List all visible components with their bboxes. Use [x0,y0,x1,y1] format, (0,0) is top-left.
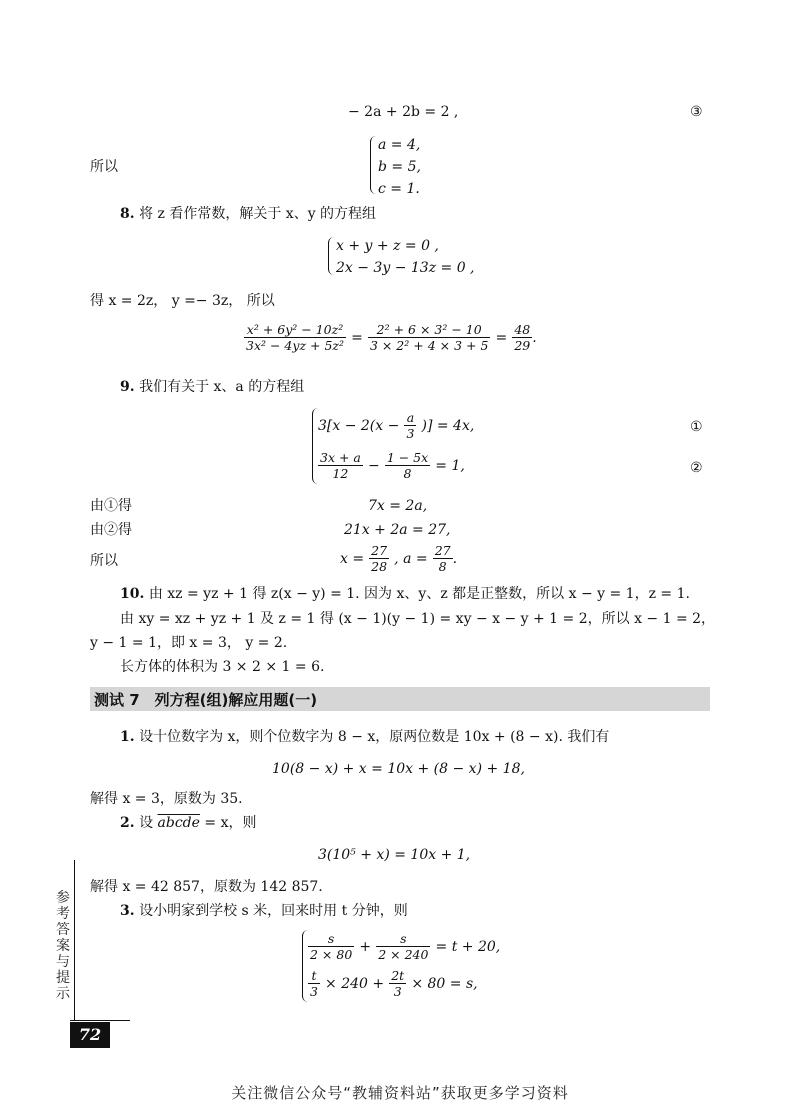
section-title: 测试 7 列方程(组)解应用题(一) [94,691,318,709]
section-header [90,687,710,711]
page-rule [70,1020,130,1021]
equation-marker: ② [690,460,703,476]
fraction: $\frac{a}{3}$ [406,410,415,441]
problem-8 [120,205,376,223]
fraction: $\frac{t}{3}$ [310,968,318,999]
problem-10 [120,585,690,603]
question-number: 1. [120,729,135,745]
solution-a: a = 4, [378,137,421,153]
fraction: $\frac{s}{2 \times 240}$ [378,931,429,962]
digits-overline: abcde [157,815,200,831]
problem-number: 8. [120,206,135,222]
system-eq-1: 3[x − 2(x − $\frac{a}{3}$ )] = 4x, [318,410,475,441]
system-eq-2: $\frac{t}{3}$ × 240 + $\frac{2t}{3}$ × 80 = s, [310,968,478,999]
problem-10-line-3: y − 1 = 1，即 x = 3， y = 2. [90,635,288,651]
fraction: $\frac{1 - 5x}{8}$ [386,450,429,481]
answer: 解得 x = 42 857，原数为 142 857. [90,879,323,895]
problem-10-line-4: 长方体的体积为 3 × 2 × 1 = 6. [120,659,325,675]
fraction-expression: $\frac{\text{x² + 6y² − 10z²}}{\text{3x² − 4yz + 5z²}}$ = $\frac{\text{2² + 6 × 3² − 10}}{\text{3 × 2² + 4 × 3 + 5}}$ = $\frac{48}{29}$ . [246,322,537,353]
problem-text: 将 z 看作常数，解关于 x、y 的方程组 [139,206,377,222]
problem-text: 我们有关于 x、a 的方程组 [139,379,305,395]
equation: 10(8 − x) + x = 10x + (8 − x) + 18, [272,761,525,777]
question-number: 3. [120,903,135,919]
question-3 [120,902,408,920]
fraction: $\frac{s}{2 \times 80}$ [310,931,353,962]
fraction: $\frac{\text{x² + 6y² − 10z²}}{\text{3x² − 4yz + 5z²}}$ [246,322,345,353]
equation-by2: 21x + 2a = 27, [344,522,451,538]
problem-text: 由 xz = yz + 1 得 z(x − y) = 1. 因为 x、y、z 都是正整数，所以 x − y = 1，z = 1. [148,586,690,602]
result-line: 得 x = 2z， y =− 3z， 所以 [90,293,275,309]
fraction: $\frac{\text{2² + 6 × 3² − 10}}{\text{3 × 2² + 4 × 3 + 5}}$ [369,322,489,353]
fraction: $\frac{27}{28}$ [371,543,388,574]
problem-10-line-2: 由 xy = xz + yz + 1 及 z = 1 得 (x − 1)(y − 1) = xy − x − y + 1 = 2，所以 x − 1 = 2， [120,611,716,627]
answer: 解得 x = 3，原数为 35. [90,791,243,807]
solution-c: c = 1. [378,181,420,197]
page-number: 72 [70,1022,110,1048]
problem-number: 10. [120,586,145,602]
problem-9 [120,378,304,396]
label-by1: 由①得 [90,498,132,514]
equation-marker: ③ [690,104,703,120]
equation: 3(10⁵ + x) = 10x + 1, [318,847,471,863]
sidebar-tab [52,860,75,1020]
equation-marker: ① [690,419,703,435]
fraction: $\frac{48}{29}$ [514,322,531,353]
brace [370,136,377,194]
label-by2: 由②得 [90,522,132,538]
fraction: $\frac{2t}{3}$ [391,968,405,999]
question-2 [120,814,256,832]
question-text: 设十位数字为 x，则个位数字为 8 − x，原两位数是 10x + (8 − x). 我们有 [139,729,610,745]
sidebar-label: 参考答案与提示 [56,890,70,1002]
fraction: $\frac{27}{8}$ [434,543,451,574]
system-eq-1: x + y + z = 0 , [336,238,439,254]
question-text: 设小明家到学校 s 米，回来时用 t 分钟，则 [139,903,408,919]
system-eq-1: $\frac{s}{2 \times 80}$ + $\frac{s}{2 \times 240}$ = t + 20, [310,931,501,962]
solution-line: x = $\frac{27}{28}$ , a = $\frac{27}{8}$ . [340,543,458,574]
fraction: $\frac{3x + a}{12}$ [320,450,361,481]
brace [328,237,335,275]
problem-number: 9. [120,379,135,395]
label-so: 所以 [90,553,118,569]
equation-3: − 2a + 2b = 2 , [348,104,459,120]
solution-b: b = 5, [378,159,421,175]
footer-note: 关注微信公众号“教辅资料站”获取更多学习资料 [231,1084,569,1102]
question-text: = x，则 [204,815,257,831]
question-text: 设 [139,815,154,831]
label-suoyi: 所以 [90,159,118,175]
question-1 [120,728,609,746]
system-eq-2: 2x − 3y − 13z = 0 , [336,260,475,276]
question-number: 2. [120,815,135,831]
equation-by1: 7x = 2a, [368,498,428,514]
system-eq-2: $\frac{3x + a}{12}$ − $\frac{1 - 5x}{8}$ = 1, [320,450,465,481]
